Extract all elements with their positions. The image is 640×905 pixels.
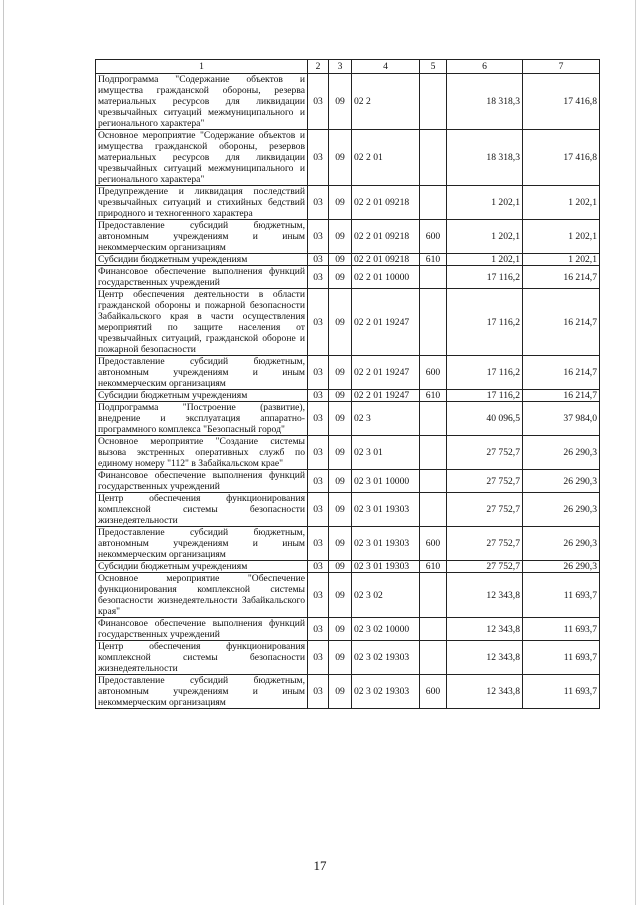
cell-expense-type: 610 [420,254,447,266]
header-col-3: 3 [329,60,352,74]
table-row [96,356,600,390]
cell-amount-year1: 17 116,2 [447,266,523,289]
cell-subsection: 09 [329,74,352,130]
table-row [96,390,600,402]
table-row [96,74,600,130]
table-row [96,436,600,470]
header-col-1: 1 [96,60,308,74]
cell-section: 03 [308,675,329,709]
header-col-5: 5 [420,60,447,74]
cell-expense-type: 600 [420,675,447,709]
cell-subsection: 09 [329,470,352,493]
cell-target-article: 02 3 01 10000 [352,470,420,493]
cell-amount-year2: 16 214,7 [523,356,600,390]
table-row [96,618,600,641]
cell-amount-year2: 26 290,3 [523,470,600,493]
cell-amount-year1: 12 343,8 [447,618,523,641]
cell-name: Подпрограмма "Построение (развитие), внедрение и эксплуатация аппаратно-программного комплекса "Безопасный город" [96,402,308,436]
cell-amount-year1: 27 752,7 [447,493,523,527]
cell-section: 03 [308,573,329,618]
cell-expense-type: 600 [420,220,447,254]
cell-expense-type [420,186,447,220]
cell-amount-year1: 12 343,8 [447,573,523,618]
cell-amount-year1: 1 202,1 [447,220,523,254]
cell-name: Финансовое обеспечение выполнения функций государственных учреждений [96,618,308,641]
cell-subsection: 09 [329,220,352,254]
page-number: 17 [313,858,327,873]
cell-section: 03 [308,266,329,289]
cell-amount-year2: 17 416,8 [523,130,600,186]
cell-amount-year2: 16 214,7 [523,266,600,289]
cell-section: 03 [308,254,329,266]
cell-name: Субсидии бюджетным учреждениям [96,254,308,266]
cell-amount-year1: 27 752,7 [447,436,523,470]
cell-name: Субсидии бюджетным учреждениям [96,561,308,573]
cell-amount-year1: 18 318,3 [447,130,523,186]
cell-target-article: 02 2 01 10000 [352,266,420,289]
cell-target-article: 02 2 01 19247 [352,390,420,402]
cell-target-article: 02 3 01 [352,436,420,470]
cell-expense-type: 610 [420,390,447,402]
table-row [96,130,600,186]
header-col-4: 4 [352,60,420,74]
cell-section: 03 [308,356,329,390]
cell-expense-type [420,266,447,289]
table-row [96,266,600,289]
cell-target-article: 02 3 02 [352,573,420,618]
cell-target-article: 02 2 01 19247 [352,356,420,390]
cell-subsection: 09 [329,289,352,356]
cell-amount-year2: 11 693,7 [523,675,600,709]
table-row [96,561,600,573]
cell-amount-year1: 27 752,7 [447,561,523,573]
page-edge-right [635,0,636,905]
cell-expense-type: 600 [420,356,447,390]
cell-target-article: 02 2 01 09218 [352,220,420,254]
cell-amount-year2: 1 202,1 [523,186,600,220]
cell-section: 03 [308,527,329,561]
table-row [96,402,600,436]
cell-name: Предупреждение и ликвидация последствий чрезвычайных ситуаций и стихийных бедствий природного и техногенного характера [96,186,308,220]
table-row [96,675,600,709]
cell-amount-year1: 17 116,2 [447,356,523,390]
table-row [96,186,600,220]
cell-expense-type [420,289,447,356]
cell-subsection: 09 [329,493,352,527]
cell-subsection: 09 [329,675,352,709]
cell-section: 03 [308,390,329,402]
cell-target-article: 02 2 01 09218 [352,186,420,220]
cell-expense-type: 610 [420,561,447,573]
cell-name: Центр обеспечения деятельности в области гражданской обороны и пожарной безопасности Забайкальского края в части осуществления мероприятий по защите населения от чрезвычайных ситуаций, гражданской обороне и пожарной безопасности [96,289,308,356]
cell-expense-type [420,618,447,641]
cell-amount-year1: 17 116,2 [447,390,523,402]
cell-subsection: 09 [329,254,352,266]
cell-expense-type [420,436,447,470]
cell-name: Основное мероприятие "Обеспечение функционирования комплексной системы безопасности жизнедеятельности Забайкальского края" [96,573,308,618]
cell-expense-type [420,493,447,527]
cell-name: Субсидии бюджетным учреждениям [96,390,308,402]
cell-section: 03 [308,436,329,470]
cell-amount-year1: 1 202,1 [447,254,523,266]
cell-amount-year2: 1 202,1 [523,254,600,266]
table-row [96,220,600,254]
cell-expense-type [420,470,447,493]
cell-subsection: 09 [329,436,352,470]
cell-amount-year1: 40 096,5 [447,402,523,436]
cell-subsection: 09 [329,561,352,573]
cell-amount-year2: 11 693,7 [523,641,600,675]
cell-section: 03 [308,402,329,436]
cell-amount-year1: 12 343,8 [447,675,523,709]
cell-section: 03 [308,130,329,186]
cell-target-article: 02 2 01 [352,130,420,186]
cell-target-article: 02 3 02 19303 [352,641,420,675]
cell-section: 03 [308,561,329,573]
cell-name: Основное мероприятие "Создание системы вызова экстренных оперативных служб по единому номеру "112" в Забайкальском крае" [96,436,308,470]
cell-subsection: 09 [329,186,352,220]
cell-name: Финансовое обеспечение выполнения функций государственных учреждений [96,470,308,493]
cell-target-article: 02 3 01 19303 [352,527,420,561]
cell-subsection: 09 [329,130,352,186]
cell-amount-year2: 1 202,1 [523,220,600,254]
cell-target-article: 02 2 [352,74,420,130]
cell-amount-year2: 11 693,7 [523,618,600,641]
page-edge-left [3,0,4,905]
cell-section: 03 [308,493,329,527]
cell-amount-year2: 37 984,0 [523,402,600,436]
cell-section: 03 [308,220,329,254]
cell-section: 03 [308,470,329,493]
cell-name: Предоставление субсидий бюджетным, автономным учреждениям и иным некоммерческим организациям [96,527,308,561]
table-row [96,470,600,493]
cell-name: Центр обеспечения функционирования комплексной системы безопасности жизнедеятельности [96,493,308,527]
table-row [96,254,600,266]
table-row [96,493,600,527]
cell-subsection: 09 [329,390,352,402]
cell-expense-type [420,573,447,618]
table-row [96,573,600,618]
cell-amount-year2: 26 290,3 [523,436,600,470]
cell-expense-type [420,641,447,675]
cell-amount-year2: 26 290,3 [523,493,600,527]
cell-subsection: 09 [329,618,352,641]
cell-amount-year2: 11 693,7 [523,573,600,618]
budget-table [95,59,600,709]
cell-name: Основное мероприятие "Содержание объектов и имущества гражданской обороны, резервов материальных ресурсов для ликвидации чрезвычайных ситуаций межмуниципального и регионального характера" [96,130,308,186]
cell-section: 03 [308,641,329,675]
cell-subsection: 09 [329,573,352,618]
cell-amount-year1: 27 752,7 [447,527,523,561]
cell-expense-type [420,74,447,130]
cell-section: 03 [308,618,329,641]
cell-expense-type [420,130,447,186]
cell-name: Финансовое обеспечение выполнения функций государственных учреждений [96,266,308,289]
header-col-6: 6 [447,60,523,74]
cell-target-article: 02 3 02 19303 [352,675,420,709]
table-row [96,289,600,356]
cell-target-article: 02 3 01 19303 [352,561,420,573]
cell-expense-type [420,402,447,436]
cell-amount-year1: 12 343,8 [447,641,523,675]
cell-name: Предоставление субсидий бюджетным, автономным учреждениям и иным некоммерческим организациям [96,356,308,390]
header-col-2: 2 [308,60,329,74]
cell-name: Центр обеспечения функционирования комплексной системы безопасности жизнедеятельности [96,641,308,675]
table-header-row [96,60,600,74]
cell-target-article: 02 2 01 19247 [352,289,420,356]
cell-subsection: 09 [329,356,352,390]
cell-section: 03 [308,74,329,130]
cell-name: Предоставление субсидий бюджетным, автономным учреждениям и иным некоммерческим организациям [96,220,308,254]
cell-subsection: 09 [329,641,352,675]
cell-amount-year1: 17 116,2 [447,289,523,356]
cell-subsection: 09 [329,266,352,289]
cell-target-article: 02 3 01 19303 [352,493,420,527]
cell-amount-year2: 17 416,8 [523,74,600,130]
cell-subsection: 09 [329,527,352,561]
cell-section: 03 [308,186,329,220]
cell-target-article: 02 2 01 09218 [352,254,420,266]
cell-amount-year1: 1 202,1 [447,186,523,220]
cell-amount-year2: 26 290,3 [523,561,600,573]
cell-amount-year2: 16 214,7 [523,390,600,402]
cell-amount-year2: 16 214,7 [523,289,600,356]
table-row [96,641,600,675]
cell-target-article: 02 3 02 10000 [352,618,420,641]
table-row [96,527,600,561]
cell-section: 03 [308,289,329,356]
cell-expense-type: 600 [420,527,447,561]
cell-subsection: 09 [329,402,352,436]
cell-target-article: 02 3 [352,402,420,436]
cell-name: Предоставление субсидий бюджетным, автономным учреждениям и иным некоммерческим организациям [96,675,308,709]
header-col-7: 7 [523,60,600,74]
cell-amount-year2: 26 290,3 [523,527,600,561]
cell-amount-year1: 27 752,7 [447,470,523,493]
cell-name: Подпрограмма "Содержание объектов и имущества гражданской обороны, резерва материальных ресурсов для ликвидации чрезвычайных ситуаций межмуниципального и регионального характера" [96,74,308,130]
cell-amount-year1: 18 318,3 [447,74,523,130]
